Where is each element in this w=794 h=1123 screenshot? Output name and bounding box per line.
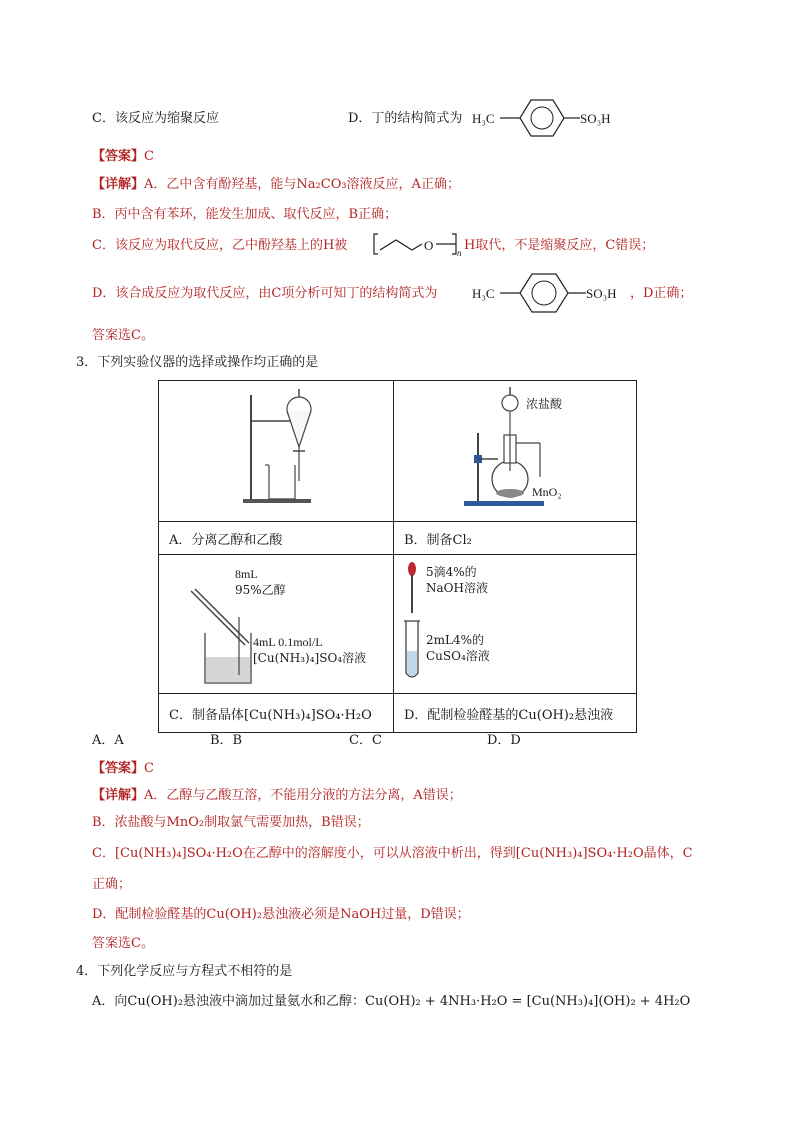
detail-c-post: H取代，不是缩聚反应，C错误； — [464, 238, 655, 253]
polymer-unit-icon — [372, 230, 464, 260]
struct-right-group: SO₃H — [580, 111, 611, 126]
apparatus-table — [158, 380, 637, 733]
detail-c-q3-line2: 正确； — [92, 877, 132, 892]
question-4-stem: 4．下列化学反应与方程式不相符的是 — [76, 964, 293, 979]
cell-b-caption: B．制备Cl₂ — [394, 522, 637, 555]
struct-right-group-2: SO₃H — [586, 286, 617, 301]
separatory-funnel-icon — [159, 381, 393, 517]
label-c-1: 8mL — [235, 567, 258, 581]
answer-value: C — [144, 761, 154, 776]
answer-tag: 【答案】 — [92, 149, 145, 164]
cell-d-caption: D．配制检验醛基的Cu(OH)₂悬浊液 — [394, 694, 637, 733]
detail-tag: 【详解】 — [92, 177, 145, 192]
detail-text: A．乙中含有酚羟基，能与Na₂CO₃溶液反应，A正确； — [144, 177, 460, 192]
detail-text: A．乙醇与乙酸互溶，不能用分液的方法分离，A错误； — [144, 788, 462, 803]
detail-b-q3: B．浓盐酸与MnO₂制取氯气需要加热，B错误； — [92, 815, 370, 830]
cell-c-image — [159, 555, 394, 694]
label-d-2: NaOH溶液 — [426, 581, 488, 595]
polymer-o: O — [424, 238, 434, 253]
label-d-4: CuSO₄溶液 — [426, 649, 490, 663]
label-c-2: 95%乙醇 — [235, 583, 286, 597]
cell-a-image — [159, 381, 394, 522]
detail-c-q2 — [92, 237, 347, 255]
answer-line-q2 — [92, 148, 154, 166]
detail-c-q3-line1: C．[Cu(NH₃)₄]SO₄·H₂O在乙醇中的溶解度小，可以从溶液中析出，得到[Cu(NH₃)₄]SO₄·H₂O晶体，C — [92, 846, 693, 861]
label-d-1: 5滴4%的 — [426, 565, 477, 579]
benzene-ring-icon — [500, 96, 580, 140]
label-c-4: [Cu(NH₃)₄]SO₄溶液 — [253, 651, 367, 665]
detail-tag: 【详解】 — [92, 788, 145, 803]
option-c: C．该反应为缩聚反应 — [92, 111, 219, 126]
answer-line-q3 — [92, 760, 154, 778]
detail-a-q2 — [92, 176, 460, 194]
conclusion-q2: 答案选C。 — [92, 328, 154, 343]
choice-a: A．A — [92, 733, 124, 748]
answer-tag: 【答案】 — [92, 761, 145, 776]
label-d-3: 2mL4%的 — [426, 633, 485, 647]
detail-d-post: ，D正确； — [630, 286, 693, 301]
question-3-stem: 3．下列实验仪器的选择或操作均正确的是 — [76, 355, 319, 370]
crystallization-setup-icon — [159, 555, 393, 689]
detail-d-q2: D．该合成反应为取代反应，由C项分析可知丁的结构简式为 — [92, 286, 438, 301]
answer-value: C — [144, 149, 154, 164]
detail-d-q3: D．配制检验醛基的Cu(OH)₂悬浊液必须是NaOH过量，D错误； — [92, 907, 470, 922]
option-d: D．丁的结构简式为 — [348, 111, 463, 126]
benzene-ring-icon — [500, 270, 586, 316]
q4-option-a: A．向Cu(OH)₂悬浊液中滴加过量氨水和乙醇：Cu(OH)₂ + 4NH₃·H₂O = [Cu(NH₃)₄](OH)₂ + 4H₂O — [92, 994, 691, 1009]
choice-d: D．D — [487, 733, 521, 748]
detail-b-q2: B．丙中含有苯环，能发生加成、取代反应，B正确； — [92, 207, 398, 222]
label-hcl: 浓盐酸 — [526, 397, 563, 411]
label-mno2: MnO₂ — [532, 485, 562, 499]
detail-a-q3 — [92, 787, 462, 805]
detail-c-pre: C．该反应为取代反应，乙中酚羟基上的H被 — [92, 238, 348, 253]
chlorine-generator-icon — [394, 381, 636, 517]
struct-left-group: H₃C — [472, 111, 495, 126]
cell-a-caption: A．分离乙醇和乙酸 — [159, 522, 394, 555]
choice-c: C．C — [349, 733, 382, 748]
cell-b-image — [394, 381, 637, 522]
struct-left-group-2: H₃C — [472, 286, 495, 301]
choice-b: B．B — [210, 733, 243, 748]
cell-d-image — [394, 555, 637, 694]
label-c-3: 4mL 0.1mol/L — [253, 635, 323, 649]
conclusion-q3: 答案选C。 — [92, 936, 154, 951]
cell-c-caption: C．制备晶体[Cu(NH₃)₄]SO₄·H₂O — [159, 694, 394, 733]
polymer-n: n — [457, 248, 462, 258]
